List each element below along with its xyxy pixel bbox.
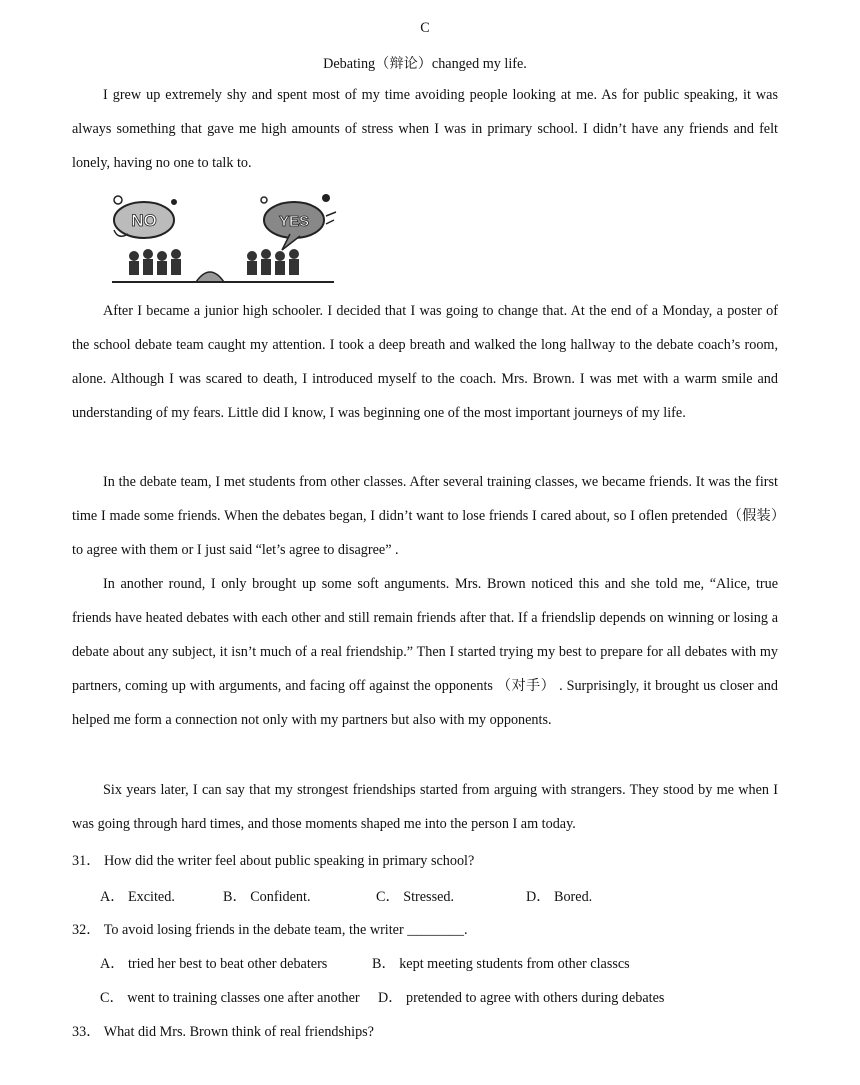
option-32-b[interactable] (372, 953, 630, 973)
people-right-icon (247, 249, 299, 275)
option-text: pretended to agree with others during debates (405, 990, 665, 1006)
option-text: Excited. (127, 889, 175, 905)
option-letter: D． (378, 990, 403, 1006)
option-32-a[interactable] (100, 953, 327, 973)
question-31 (72, 850, 778, 870)
paragraph-5: Six years later, I can say that my strongest friendships started from arguing with strangers. They stood by me when I was going through hard times, and those moments shaped me into the person I am today. (72, 782, 778, 832)
option-letter: C． (100, 990, 124, 1006)
people-left-icon (129, 249, 181, 275)
question-33 (72, 1021, 778, 1041)
option-32-c[interactable] (100, 987, 360, 1007)
question-32 (72, 919, 778, 939)
debate-illustration (104, 190, 340, 286)
option-letter: B． (372, 956, 396, 972)
option-text: Stressed. (403, 889, 455, 905)
option-text: Confident. (250, 889, 311, 905)
bubble-right-text: YES (278, 213, 310, 230)
section-letter: C (420, 20, 430, 36)
option-31-c[interactable] (376, 886, 454, 906)
option-text: Bored. (553, 889, 593, 905)
question-number: 33． (72, 1024, 101, 1040)
option-32-d[interactable] (378, 987, 664, 1007)
paragraph-4: In another round, I only brought up some soft anguments. Mrs. Brown noticed this and she told me, “Alice, true friends have heated debates with each other and still remain friends after that. If a friendslip depends on winning or losing a debate about any subject, it isn’t much of a real friendship.” Then I started trying my best to prepare for all debates with my partners, coming up with arguments, and facing off against the opponents （对手） . Surprisingly, it brought us closer and helped me form a connection not only with my partners but also with my opponents. (72, 576, 778, 728)
bubble-right-icon (261, 194, 336, 250)
bubble-left-text: NO (131, 211, 157, 230)
bubble-left-icon (114, 196, 177, 238)
option-31-b[interactable] (223, 886, 311, 906)
option-letter: A． (100, 889, 125, 905)
paragraph-3: In the debate team, I met students from other classes. After several training classes, we became friends. It was the first time I made some friends. When the debates began, I didn’t want to lose friends I cared about, so I oflen pretended（假装）to agree with them or I just said “let’s agree to disagree” . (72, 474, 778, 558)
option-letter: A． (100, 956, 125, 972)
question-text: To avoid losing friends in the debate team, the writer ________. (103, 922, 468, 938)
option-letter: B． (223, 889, 247, 905)
paragraph-1: I grew up extremely shy and spent most of my time avoiding people looking at me. As for public speaking, it was always something that gave me high amounts of stress when I was in primary school. I didn’t have any friends and felt lonely, having no one to talk to. (72, 87, 778, 171)
option-text: tried her best to beat other debaters (127, 956, 328, 972)
question-number: 32． (72, 922, 101, 938)
question-number: 31． (72, 853, 101, 869)
option-letter: D． (526, 889, 551, 905)
option-31-a[interactable] (100, 886, 175, 906)
option-31-d[interactable] (526, 886, 592, 906)
podium-icon (196, 272, 224, 282)
option-letter: C． (376, 889, 400, 905)
question-text: What did Mrs. Brown think of real friendships? (103, 1024, 374, 1040)
paragraph-2: After I became a junior high schooler. I decided that I was going to change that. At the end of a Monday, a poster of the school debate team caught my attention. I took a deep breath and walked the long hallway to the debate coach’s room, alone. Although I was scared to death, I introduced myself to the coach. Mrs. Brown. I was met with a warm smile and understanding of my fears. Little did I know, I was beginning one of the most important journeys of my life. (72, 303, 778, 421)
passage-title: Debating（辩论）changed my life. (323, 56, 527, 72)
option-text: kept meeting students from other classcs (399, 956, 630, 972)
question-text: How did the writer feel about public speaking in primary school? (103, 853, 475, 869)
option-text: went to training classes one after another (127, 990, 360, 1006)
